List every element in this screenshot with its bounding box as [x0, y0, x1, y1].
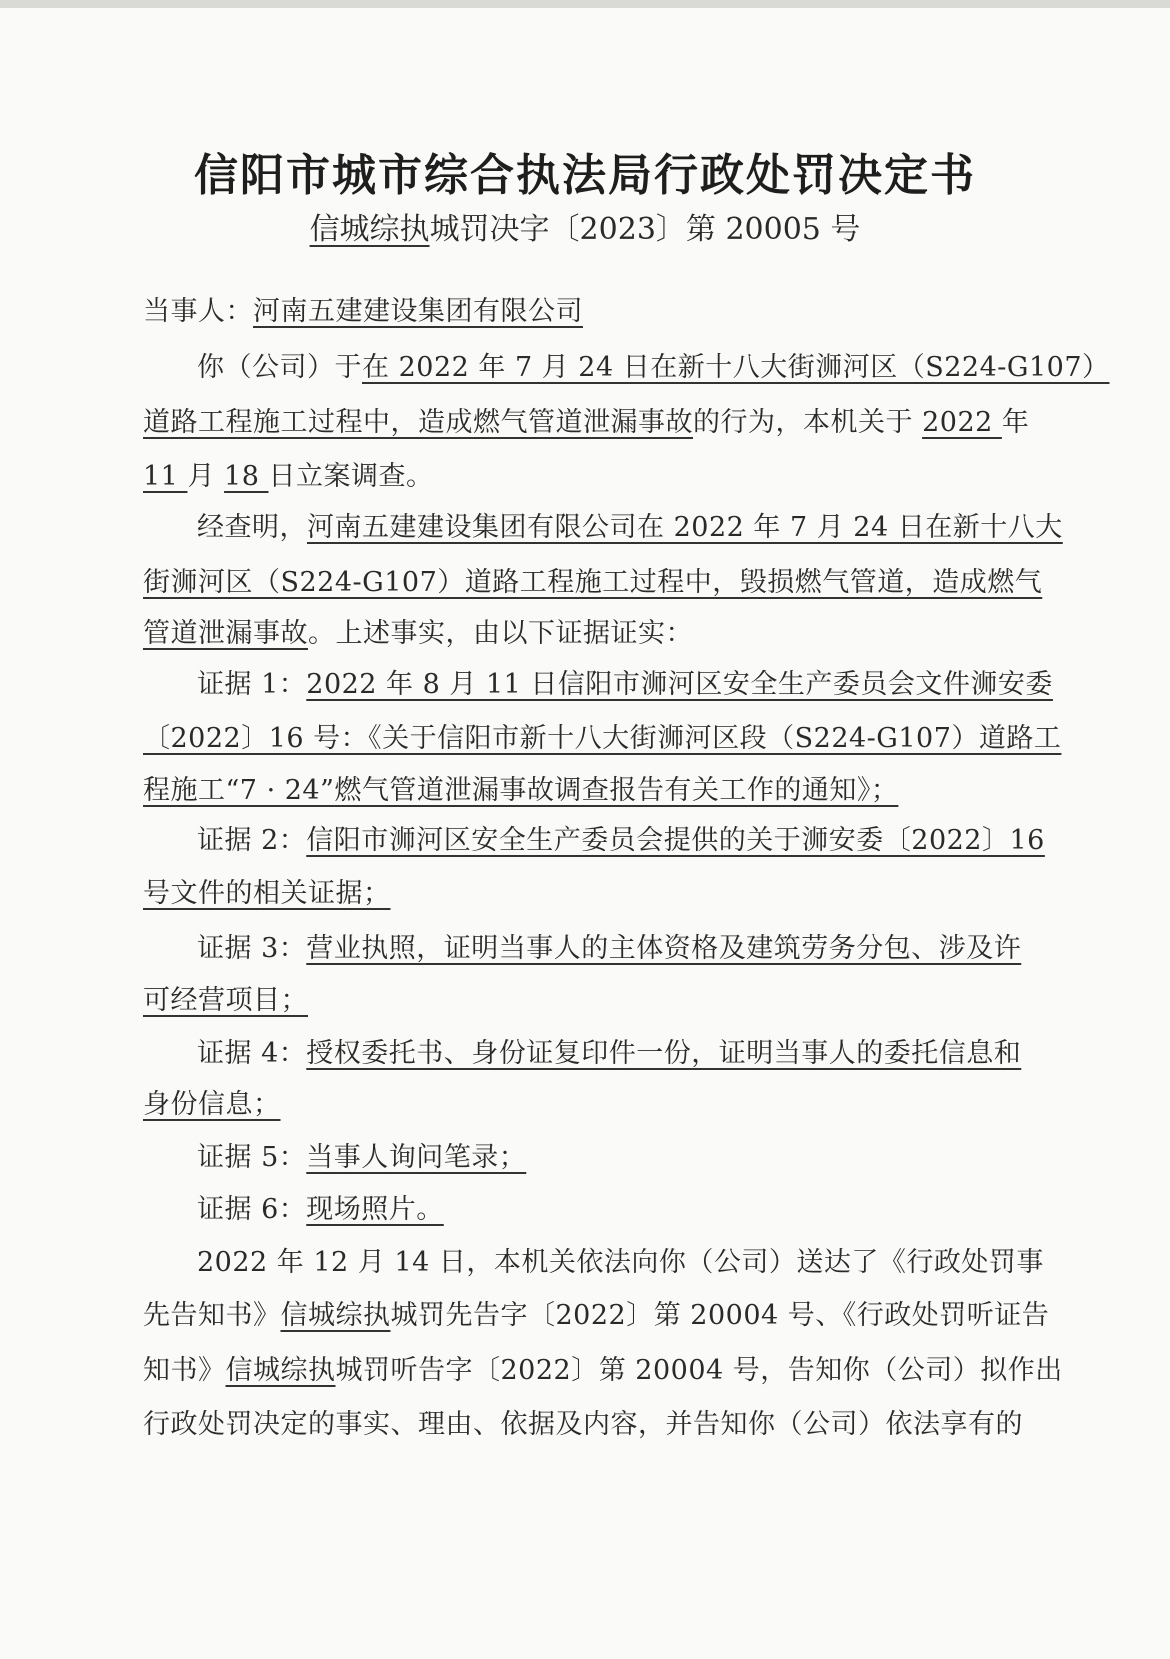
evidence5-text: 当事人询问笔录；: [306, 1142, 527, 1173]
para1-l2-b: 的行为，本机关于: [693, 407, 923, 438]
para2-l3-b: 。上述事实，由以下证据证实：: [308, 618, 693, 649]
evidence3-text1: 营业执照，证明当事人的主体资格及建筑劳务分包、涉及许: [306, 933, 1022, 964]
evidence1-text1: 2022 年 8 月 11 日信阳市浉河区安全生产委员会文件浉安委: [306, 669, 1053, 700]
doc-number-prefix: 信城综执: [309, 212, 430, 247]
party-line: [143, 292, 1023, 332]
para1-l2-a: 道路工程施工过程中，造成燃气管道泄漏事故: [143, 407, 693, 438]
para1-l1-b: 在 2022 年 7 月 24 日在新十八大街浉河区（S224-G107）: [362, 352, 1110, 383]
para3-l2-a: 先告知书》: [143, 1300, 281, 1331]
evidence3-line2: 可经营项目；: [143, 985, 308, 1016]
party-name: 河南五建建设集团有限公司: [253, 296, 583, 327]
para1-l2-c: 2022: [922, 407, 1002, 438]
evidence4-line1: [143, 1034, 1023, 1074]
evidence2-line1: [143, 821, 1045, 861]
evidence4-line2: 身份信息；: [143, 1089, 281, 1120]
evidence1-line1: [143, 665, 1053, 705]
para1-l3-b: 月: [187, 461, 225, 492]
para3-l3-b: 信城综执: [225, 1355, 336, 1386]
para1-l3-d: 日立案调查。: [268, 461, 434, 492]
evidence1-line3: 程施工“7 · 24”燃气管道泄漏事故调查报告有关工作的通知》；: [143, 775, 899, 806]
para1-line3: [143, 457, 1023, 497]
para1-l1-a: 你（公司）于: [197, 352, 362, 383]
evidence6-text: 现场照片。: [306, 1194, 444, 1225]
evidence2-text1: 信阳市浉河区安全生产委员会提供的关于浉安委〔2022〕16: [306, 825, 1045, 856]
evidence5-label: 证据 5：: [197, 1142, 307, 1173]
para1-line1: [143, 348, 1110, 388]
para1-l3-c: 18: [224, 461, 269, 492]
para1-l2-d: 年: [1001, 407, 1030, 438]
para3-l3-a: 知书》: [143, 1355, 226, 1386]
para3-line3: [143, 1351, 1063, 1391]
doc-number-rest: 城罚决字〔2023〕第 20005 号: [429, 212, 861, 247]
para2-line2: 街浉河区（S224-G107）道路工程施工过程中，毁损燃气管道，造成燃气: [143, 567, 1043, 598]
evidence3-label: 证据 3：: [197, 933, 307, 964]
evidence6-label: 证据 6：: [197, 1194, 307, 1225]
evidence6-line: [143, 1190, 1023, 1230]
para2-l3-a: 管道泄漏事故: [143, 618, 308, 649]
evidence1-line2: 〔2022〕16 号：《关于信阳市新十八大街浉河区段（S224-G107）道路工: [143, 723, 1062, 754]
para2-l1-a: 经查明，: [197, 512, 307, 543]
evidence2-label: 证据 2：: [197, 825, 307, 856]
evidence5-line: [143, 1138, 1023, 1178]
document-number: [0, 210, 1170, 250]
para2-line3: [143, 614, 1023, 654]
para3-line4: 行政处罚决定的事实、理由、依据及内容，并告知你（公司）依法享有的: [143, 1409, 1023, 1440]
para3-l3-c: 城罚听告字〔2022〕第 20004 号，告知你（公司）拟作出: [335, 1355, 1063, 1386]
evidence4-label: 证据 4：: [197, 1038, 307, 1069]
page-top-edge: [0, 0, 1170, 8]
para1-line2: [143, 403, 1030, 443]
evidence4-text1: 授权委托书、身份证复印件一份，证明当事人的委托信息和: [306, 1038, 1022, 1069]
para1-l3-a: 11: [143, 461, 188, 492]
para3-line2: [143, 1296, 1050, 1336]
evidence1-label: 证据 1：: [197, 669, 307, 700]
para2-l1-b: 河南五建建设集团有限公司在 2022 年 7 月 24 日在新十八大: [307, 512, 1063, 543]
party-label: 当事人：: [143, 296, 253, 327]
evidence2-line2: 号文件的相关证据；: [143, 878, 391, 909]
para3-l2-b: 信城综执: [280, 1300, 391, 1331]
para3-line1: 2022 年 12 月 14 日，本机关依法向你（公司）送达了《行政处罚事: [197, 1247, 1044, 1278]
para3-l2-c: 城罚先告字〔2022〕第 20004 号、《行政处罚听证告: [390, 1300, 1050, 1331]
document-title: 信阳市城市综合执法局行政处罚决定书: [194, 150, 976, 201]
para2-line1: [143, 508, 1063, 548]
evidence3-line1: [143, 929, 1023, 969]
